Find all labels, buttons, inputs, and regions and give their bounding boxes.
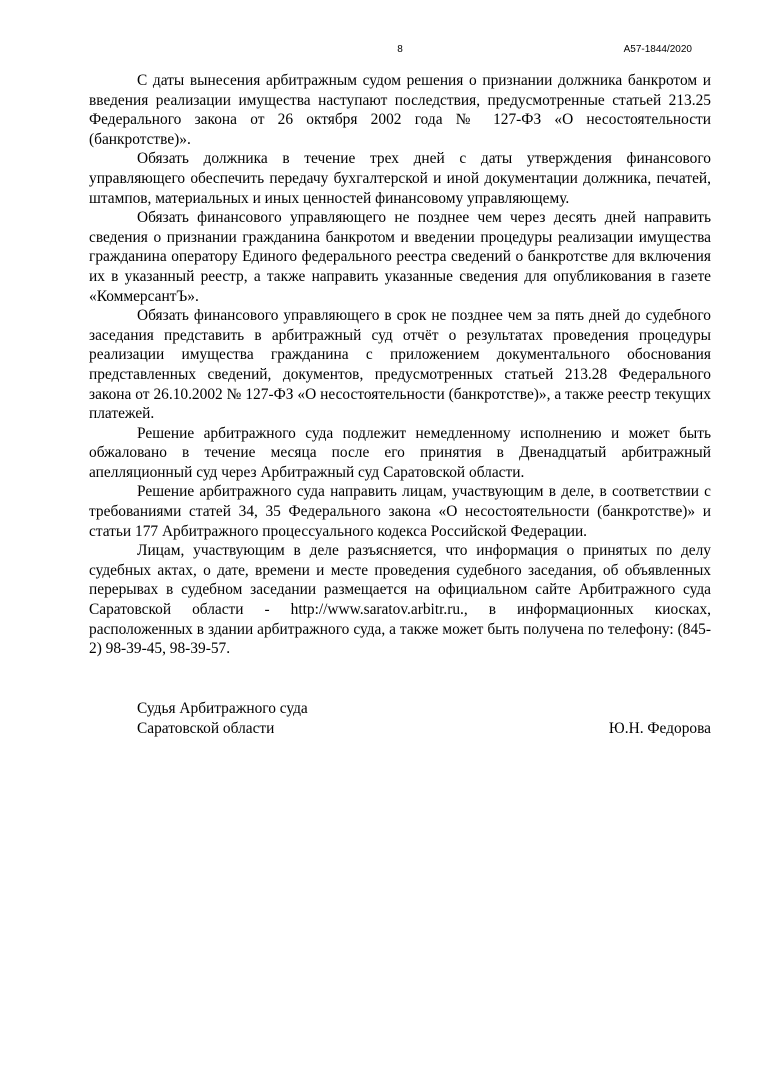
judge-name: Ю.Н. Федорова [608, 720, 711, 737]
paragraph-debtor-obligation: Обязать должника в течение трех дней с даты утверждения финансового управляющего обеспечить передачу бухгалтерской и иной документации должника, печатей, штампов, материальных и иных ценностей финансовому управляющему. [89, 150, 711, 207]
signature-title-line-1: Судья Арбитражного суда [137, 700, 308, 717]
signature-line [137, 719, 711, 739]
paragraph-information-notice: Лицам, участвующим в деле разъясняется, что информация о принятых по делу судебных актах, о дате, времени и месте проведения судебного заседания, об объявленных перерывах в судебном заседании размещается на официальном сайте Арбитражного суда Саратовской области - http://www.saratov.arbitr.ru., в информационных киосках, расположенных в здании арбитражного суда, а также может быть получена по телефону: (845-2) 98-39-45, 98-39-57. [89, 542, 711, 658]
paragraph-decision-distribution: Решение арбитражного суда направить лицам, участвующим в деле, в соответствии с требованиями статей 34, 35 Федерального закона «О несостоятельности (банкротстве)» и статьи 177 Арбитражного процессуального кодекса Российской Федерации. [89, 483, 711, 540]
paragraph-bankruptcy-consequences: С даты вынесения арбитражным судом решения о признании должника банкротом и введения реализации имущества наступают последствия, предусмотренные статьей 213.25 Федерального закона от 26 октября 2002 года № 127-ФЗ «О несостоятельности (банкротстве)». [89, 72, 711, 148]
paragraph-appeal-procedure: Решение арбитражного суда подлежит немедленному исполнению и может быть обжаловано в течение месяца после его принятия в Двенадцатый арбитражный апелляционный суд через Арбитражный суд Саратовской области. [89, 424, 711, 481]
paragraph-report-obligation: Обязать финансового управляющего в срок не позднее чем за пять дней до судебного заседания представить в арбитражный суд отчёт о результатах проведения процедуры реализации имущества гражданина с приложением документального обоснования представленных сведений, документов, предусмотренных статьей 213.28 Федерального закона от 26.10.2002 № 127-ФЗ «О несостоятельности (банкротстве)», а также реестр текущих платежей. [89, 307, 711, 423]
document-body [89, 71, 711, 659]
signature-block [137, 699, 711, 739]
signature-title-line-2: Саратовской области [137, 720, 275, 737]
case-number: А57-1844/2020 [623, 44, 692, 55]
paragraph-registry-notification: Обязать финансового управляющего не позднее чем через десять дней направить сведения о признании гражданина банкротом и введении процедуры реализации имущества гражданина оператору Единого федерального реестра сведений о банкротстве для включения их в указанный реестр, а также направить указанные сведения для опубликования в газете «КоммерсантЪ». [89, 209, 711, 305]
page-number: 8 [397, 44, 403, 55]
